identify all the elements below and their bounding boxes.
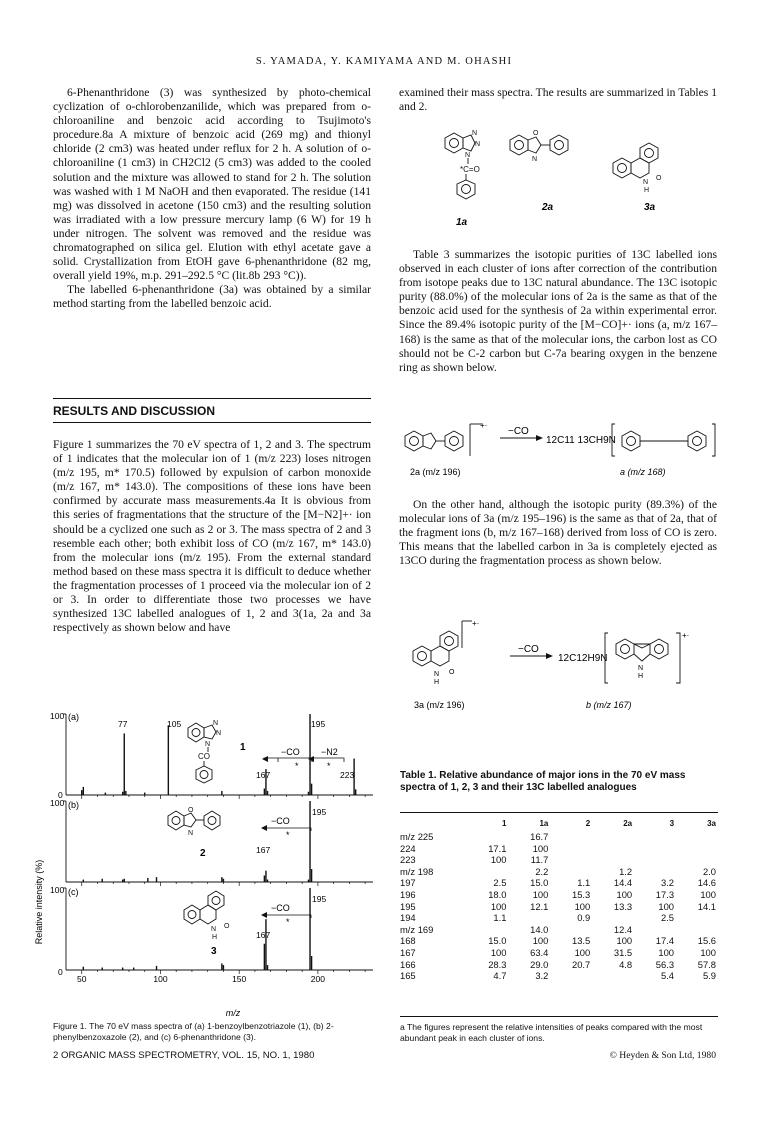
table-cell	[634, 843, 676, 855]
table-cell: 4.8	[619, 958, 633, 970]
table-row	[400, 831, 718, 843]
paragraph: examined their mass spectra. The results are summarized in Tables 1 and 2.	[399, 86, 717, 114]
table-cell: 5.9	[702, 970, 716, 982]
paragraph: Table 3 summarizes the isotopic purities of 13C labelled ions observed in each cluster of ions after correction of the contribution from isotope peaks due to 13C natural abundance. The 13C isotopic purity (88.0%) of the molecular ions of 2a is the same as that of the benzoic acid used for the synthesis of 2a within experimental error. Since the 89.4% isotopic purity of the [M−CO]+· ions (a, m/z 167–168) is the same as that of the molecular ions, the carbon lost as CO should not be C-2 carbon but C-7a bearing oxygen in the benzene ring as shown below.	[399, 248, 717, 374]
table-cell: m/z 169	[400, 923, 434, 935]
structure-3-icon	[184, 891, 230, 941]
x-tick-label: 150	[232, 974, 247, 984]
table-cell: 29.0	[530, 958, 549, 970]
table-cell: 100	[616, 888, 633, 900]
table-cell: 63.4	[530, 946, 549, 958]
peak-label-195-b: 195	[312, 807, 327, 817]
loss-co-a: −CO	[281, 747, 300, 757]
scheme-2	[400, 618, 718, 718]
table-row	[400, 947, 718, 959]
svg-text:N: N	[638, 665, 644, 672]
table-cell: 2.2	[535, 865, 549, 877]
table-cell	[550, 924, 592, 936]
table-cell: 15.0	[530, 877, 549, 889]
table-cell: 100	[490, 854, 507, 866]
table-cell	[550, 854, 592, 866]
table-cell	[592, 843, 634, 855]
table-cell: 3.2	[660, 877, 675, 889]
scheme-1	[400, 418, 718, 480]
panel-label-c: (c)	[68, 887, 79, 897]
table-cell	[676, 924, 718, 936]
loss-co-b: −CO	[271, 816, 290, 826]
y0-a: 0	[58, 790, 63, 800]
compound-structures	[400, 120, 718, 230]
footer-journal: 2 ORGANIC MASS SPECTROMETRY, VOL. 15, NO. 1, 1980	[53, 1050, 315, 1061]
table-cell: 57.8	[697, 958, 716, 970]
right-column-lower	[399, 498, 717, 568]
table-cell: 100	[658, 900, 675, 912]
svg-text:N: N	[434, 671, 440, 678]
svg-text:N: N	[213, 720, 219, 727]
table-cell	[550, 866, 592, 878]
table-cell: 11.7	[530, 854, 549, 866]
table-cell: 3.2	[535, 970, 549, 982]
compound-number-2: 2	[200, 848, 206, 859]
table-row	[400, 866, 718, 878]
spectrum-panel-2	[63, 801, 373, 886]
table-cell: 56.3	[655, 958, 675, 970]
y0-c: 0	[58, 967, 63, 977]
scheme2-right-label: b (m/z 167)	[586, 700, 632, 710]
table-cell: 16.7	[530, 831, 549, 842]
table-cell: 15.0	[488, 935, 507, 947]
table-cell: 168	[400, 935, 416, 947]
table-cell: 100	[616, 935, 633, 947]
figure-ylabel: Relative intensity (%)	[34, 859, 44, 945]
scheme2-product: 12C12H9N	[558, 653, 608, 664]
paragraph: On the other hand, although the isotopic purity (89.3%) of the molecular ions of 3a (m/z 195–196) is the same as that of 2a, that of the fragment ions (b, m/z 167–168) derived from loss of CO is zero. This means that the labelled carbon in 3a is completely ejected as 13CO during the fragmentation process as shown below.	[399, 498, 717, 568]
table-rule-top	[400, 812, 718, 813]
svg-text:CO: CO	[198, 752, 210, 761]
table-cell: 194	[400, 912, 416, 924]
x-tick-label: 100	[153, 974, 168, 984]
panel-label-a: (a)	[68, 712, 79, 722]
peak-label-223: 223	[340, 770, 355, 780]
table-cell: 17.1	[488, 842, 507, 854]
table-cell	[592, 831, 634, 843]
left-column-top	[53, 86, 371, 312]
table-cell	[550, 831, 592, 843]
table-row	[400, 935, 718, 947]
table-cell: 17.3	[655, 888, 675, 900]
svg-text:N: N	[211, 926, 217, 933]
table-cell: m/z 225	[400, 831, 434, 842]
table-cell	[467, 924, 509, 936]
loss-co-c: −CO	[271, 903, 290, 913]
compound-label-1a: 1a	[456, 217, 468, 228]
peak-label-167-b: 167	[256, 845, 271, 855]
peak-label-167-c: 167	[256, 930, 271, 940]
spectrum-panel-3	[63, 888, 373, 974]
table-cell	[592, 912, 634, 924]
svg-text:N: N	[643, 179, 649, 186]
table-cell: 165	[400, 970, 416, 982]
table-cell: 1.1	[493, 912, 507, 924]
table-cell	[467, 866, 509, 878]
table-cell: 166	[400, 958, 416, 970]
table-cell: 100	[532, 935, 549, 947]
compound-label-3a: 3a	[644, 202, 656, 213]
table-cell	[550, 970, 592, 982]
table-cell: 100	[532, 888, 549, 900]
table-row	[400, 901, 718, 913]
table-header-cell: 3	[669, 819, 675, 829]
table-cell: 195	[400, 900, 416, 912]
table-row	[400, 970, 718, 982]
compound-number-3: 3	[211, 946, 217, 957]
paragraph: 6-Phenanthridone (3) was synthesized by photo-chemical cyclization of o-chlorobenzanilide, which was prepared from o-chloroaniline and benzoic acid according to Tsujimoto's procedure.8a A mixture of benzoic acid (269 mg) and thionyl chloride (2 cm3) was heated under reflux for 2 h. A solution of o-chloroaniline (1 cm3) in CH2Cl2 (5 cm3) was added to the cooled solution and the mixture was allowed to stand for 2 h. The solution was washed with 1 M NaOH and then evaporated. The residue (141 mg) was dissolved in acetone (150 cm3) and the resulting solution was irradiated with a low pressure mercury lamp (6 W) for 19 h under nitrogen. The solvent was removed and the residue was chromatographed on silica gel. Elution with ethyl acetate gave a solid. Crystallization from EtOH gave 6-phenanthridone (82 mg, overall yield 19%, m.p. 291–292.5 °C (lit.8b 293 °C)).	[53, 86, 371, 283]
svg-text:N: N	[465, 152, 471, 159]
svg-text:O: O	[449, 669, 455, 676]
svg-text:O: O	[188, 807, 194, 814]
table-cell: 100	[574, 946, 591, 958]
svg-text:+·: +·	[682, 631, 690, 640]
x-tick-label: 50	[77, 974, 87, 984]
table-cell: 15.3	[572, 888, 591, 900]
table-cell: 18.0	[488, 888, 507, 900]
right-column-mid	[399, 248, 717, 375]
metastable-a2: *	[327, 761, 331, 771]
y100-a: 100	[50, 711, 65, 721]
right-column-top	[399, 86, 717, 114]
table-cell: 12.1	[530, 900, 549, 912]
table-cell	[592, 970, 634, 982]
svg-text:H: H	[212, 934, 218, 941]
table-cell: 100	[574, 900, 591, 912]
table-cell: 1.2	[619, 865, 633, 877]
table-row	[400, 843, 718, 855]
table-cell: 31.5	[613, 946, 633, 958]
table-cell	[550, 843, 592, 855]
table-row	[400, 924, 718, 936]
table-cell: 13.5	[572, 935, 591, 947]
svg-text:H: H	[638, 673, 644, 680]
footer-copyright: © Heyden & Son Ltd, 1980	[609, 1050, 716, 1061]
peak-label-105: 105	[167, 719, 182, 729]
loss-n2-a: −N2	[321, 747, 338, 757]
svg-text:+·: +·	[480, 421, 488, 430]
peak-label-167: 167	[256, 770, 271, 780]
table-header-cell: 1a	[539, 819, 549, 829]
table-cell: 196	[400, 888, 416, 900]
table-1-title: Table 1. Relative abundance of major ions in the 70 eV mass spectra of 1, 2, 3 and their 13C labelled analogues	[400, 770, 686, 793]
table-header-row	[400, 817, 718, 831]
table-header-cell: 1	[502, 819, 507, 829]
results-text	[53, 438, 371, 635]
table-cell: 167	[400, 946, 416, 958]
table-cell: 5.4	[660, 970, 675, 982]
table-cell	[676, 843, 718, 855]
svg-text:N: N	[475, 141, 481, 148]
table-cell	[676, 854, 718, 866]
scheme1-left-label: 2a (m/z 196)	[410, 467, 461, 477]
figure-xlabel: m/z	[225, 1008, 241, 1018]
table-cell: 224	[400, 842, 416, 854]
svg-text:N: N	[188, 830, 194, 837]
table-row	[400, 912, 718, 924]
scheme1-loss: −CO	[508, 426, 529, 437]
table-rule-bottom	[400, 1016, 718, 1017]
y100-b: 100	[50, 798, 65, 808]
table-header-cell: 2a	[623, 819, 633, 829]
table-cell: 14.1	[697, 900, 716, 912]
arrow-head	[262, 756, 268, 762]
table-cell: 14.6	[697, 877, 716, 889]
panel-label-b: (b)	[68, 800, 79, 810]
scheme1-right-label: a (m/z 168)	[620, 467, 666, 477]
table-cell: 100	[532, 842, 549, 854]
peak-label-195: 195	[311, 719, 326, 729]
table-1-footnote: a The figures represent the relative intensities of peaks compared with the most abundant peak in each cluster of ions.	[400, 1022, 703, 1043]
table-cell	[634, 831, 676, 843]
table-cell: 100	[700, 888, 716, 900]
table-cell: 2.5	[493, 877, 507, 889]
table-cell: 12.4	[613, 923, 633, 935]
svg-text:H: H	[434, 679, 440, 686]
x-tick-label: 200	[310, 974, 325, 984]
table-cell	[592, 854, 634, 866]
table-cell: 14.4	[613, 877, 633, 889]
table-cell: 2.0	[702, 865, 716, 877]
svg-text:O: O	[224, 923, 230, 930]
svg-text:N: N	[532, 156, 538, 163]
svg-text:N: N	[472, 130, 478, 137]
table-cell: 100	[490, 946, 507, 958]
table-cell	[508, 912, 550, 924]
peak-label-195-c: 195	[312, 894, 327, 904]
table-cell: 14.0	[530, 923, 549, 935]
scheme2-left-label: 3a (m/z 196)	[414, 700, 465, 710]
table-cell: 100	[490, 900, 507, 912]
table-header-cell: 2	[585, 819, 591, 829]
svg-text:O: O	[533, 130, 539, 137]
table-cell	[634, 866, 676, 878]
table-cell: 28.3	[488, 958, 507, 970]
compound-label-2a: 2a	[542, 202, 554, 213]
paragraph: The labelled 6-phenanthridone (3a) was obtained by a similar method starting from the labelled benzoic acid.	[53, 283, 371, 311]
svg-text:O: O	[656, 175, 662, 182]
table-cell: 17.4	[655, 935, 675, 947]
table-header-cell: 3a	[707, 819, 716, 829]
table-cell: 13.3	[613, 900, 633, 912]
svg-text:*C=O: *C=O	[460, 165, 480, 174]
table-cell: 2.5	[660, 912, 675, 924]
figure-1-spectra	[28, 700, 378, 1018]
peak-label-77: 77	[118, 719, 128, 729]
table-cell: 15.6	[697, 935, 716, 947]
table-1	[400, 817, 718, 982]
compound-number-1: 1	[240, 742, 246, 753]
metastable-c: *	[286, 917, 290, 927]
table-cell: 197	[400, 877, 416, 889]
scheme2-loss: −CO	[518, 644, 539, 655]
metastable-b: *	[286, 830, 290, 840]
table-cell: 4.7	[493, 970, 507, 982]
table-row	[400, 854, 718, 866]
table-cell	[676, 831, 718, 843]
svg-text:N: N	[205, 741, 211, 748]
running-title: S. YAMADA, Y. KAMIYAMA AND M. OHASHI	[255, 56, 513, 67]
table-cell	[634, 854, 676, 866]
table-row	[400, 959, 718, 971]
table-cell: 223	[400, 854, 416, 866]
paragraph: Figure 1 summarizes the 70 eV spectra of 1, 2 and 3. The spectrum of 1 indicates that the molecular ion of 1 (m/z 223) loses nitrogen (m/z 195, m* 170.5) followed by expulsion of carbon monoxide (m/z 167, m* 143.0). The compositions of these ions have been confirmed by accurate mass measurements.4a It is obvious from this series of fragmentations that the structure of the [M−N2]+· ion should be a cyclized one such as 2 or 3. The mass spectra of 2 and 3 resemble each other; both exhibit loss of CO (m/z 167, m* 143.0) from the molecular ions (m/z 195). From the external standard method based on these mass spectra it is difficult to deduce whether the fragmentation processes of 1 proceed via the molecular ion of 2 or 3. In order to differentiate those two processes we have synthesized 13C labelled analogues of 1, 2 and 3(1a, 2a and 3a respectively as shown below and have	[53, 438, 371, 635]
metastable-a1: *	[295, 761, 299, 771]
table-cell: 0.9	[577, 912, 591, 924]
section-title: RESULTS AND DISCUSSION	[53, 404, 216, 418]
structure-1-icon	[188, 720, 221, 783]
figure-1-caption: Figure 1. The 70 eV mass spectra of (a) 1-benzoylbenzotriazole (1), (b) 2-phenylbenzoxazole (2), and (c) 6-phenanthridone (3).	[53, 1021, 334, 1042]
section-rule-top	[53, 398, 371, 399]
scheme1-product: 12C11 13CH9N	[546, 435, 616, 446]
table-header-cell	[400, 817, 467, 831]
table-cell	[467, 831, 509, 843]
table-cell	[676, 912, 718, 924]
svg-text:N: N	[216, 730, 222, 737]
svg-text:+·: +·	[472, 619, 480, 628]
table-cell	[634, 924, 676, 936]
table-row	[400, 877, 718, 889]
table-cell: 100	[700, 946, 716, 958]
table-cell: 20.7	[572, 958, 591, 970]
section-rule-bottom	[53, 422, 371, 423]
table-cell: 1.1	[577, 877, 591, 889]
svg-text:H: H	[644, 187, 650, 194]
table-cell: 100	[658, 946, 675, 958]
structure-2-icon	[168, 807, 220, 837]
table-cell: m/z 198	[400, 865, 434, 877]
y100-c: 100	[50, 885, 65, 895]
table-row	[400, 889, 718, 901]
